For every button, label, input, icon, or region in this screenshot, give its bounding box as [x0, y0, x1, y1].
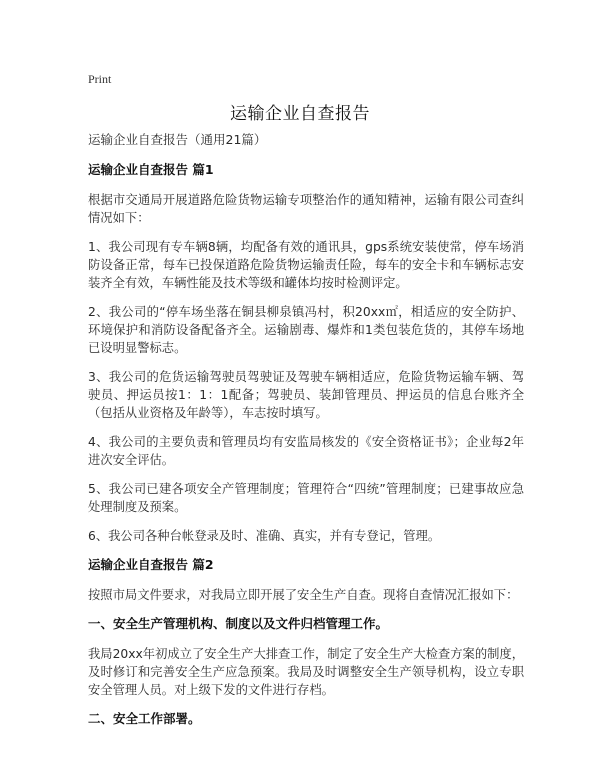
document-subtitle: 运输企业自查报告（通用21篇）: [88, 132, 267, 147]
section-heading: 运输企业自查报告 篇2: [88, 557, 214, 572]
paragraph-item-1: 1、我公司现有专车辆8辆，均配备有效的通讯具，gps系统安装使常，停车场消防设备正常，每车已投保道路危险货物运输责任险，每车的安全卡和车辆标志安装齐全有效，车辆性能及技术等级和罐体均按时检测评定。: [88, 240, 524, 290]
subsection-paragraph: 我局20xx年初成立了安全生产大排查工作，制定了安全生产大检查方案的制度，及时修订和完善安全生产应急预案。我局及时调整安全生产领导机构，设立专职安全管理人员。对上级下发的文件进行存档。: [88, 647, 525, 697]
document-body: [88, 131, 524, 740]
paragraph-intro: 按照市局文件要求，对我局立即开展了安全生产自查。现将自查情况汇报如下：: [88, 588, 519, 602]
paragraph-item-3: 3、我公司的危货运输驾驶员驾驶证及驾驶车辆相适应，危险货物运输车辆、驾驶员、押运员按1：1：1配备；驾驶员、装卸管理员、押运员的信息台账齐全（包括从业资格及年龄等），车志按时填写。: [88, 370, 524, 420]
section-1: [88, 161, 524, 545]
subsection-heading-2: 二、安全工作部署。: [88, 711, 201, 726]
paragraph-item-2: 2、我公司的“停车场坐落在铜县柳泉镇冯村，积20xx㎡，相适应的安全防护、环境保护和消防设备配备齐全。运输剧毒、爆炸和1类包装危货的，其停车场地已设明显警标志。: [88, 305, 524, 355]
print-link[interactable]: Print: [88, 72, 112, 86]
paragraph-intro: 根据市交通局开展道路危险货物运输专项整治作的通知精神，运输有限公司查纠情况如下：: [88, 193, 524, 225]
document-title: 运输企业自查报告: [230, 104, 370, 124]
section-heading: 运输企业自查报告 篇1: [88, 162, 214, 177]
paragraph-item-5: 5、我公司已建各项安全产管理制度；管理符合“四统”管理制度；已建事故应急处理制度及预案。: [88, 482, 524, 514]
paragraph-item-4: 4、我公司的主要负责和管理员均有安监局核发的《安全资格证书》；企业每2年进次安全评估。: [88, 435, 524, 467]
paragraph-item-6: 6、我公司各种台帐登录及时、准确、真实，并有专登记，管理。: [88, 529, 441, 543]
subsection-heading-1: 一、安全生产管理机构、制度以及文件归档管理工作。: [88, 616, 389, 631]
section-2: [88, 556, 524, 728]
